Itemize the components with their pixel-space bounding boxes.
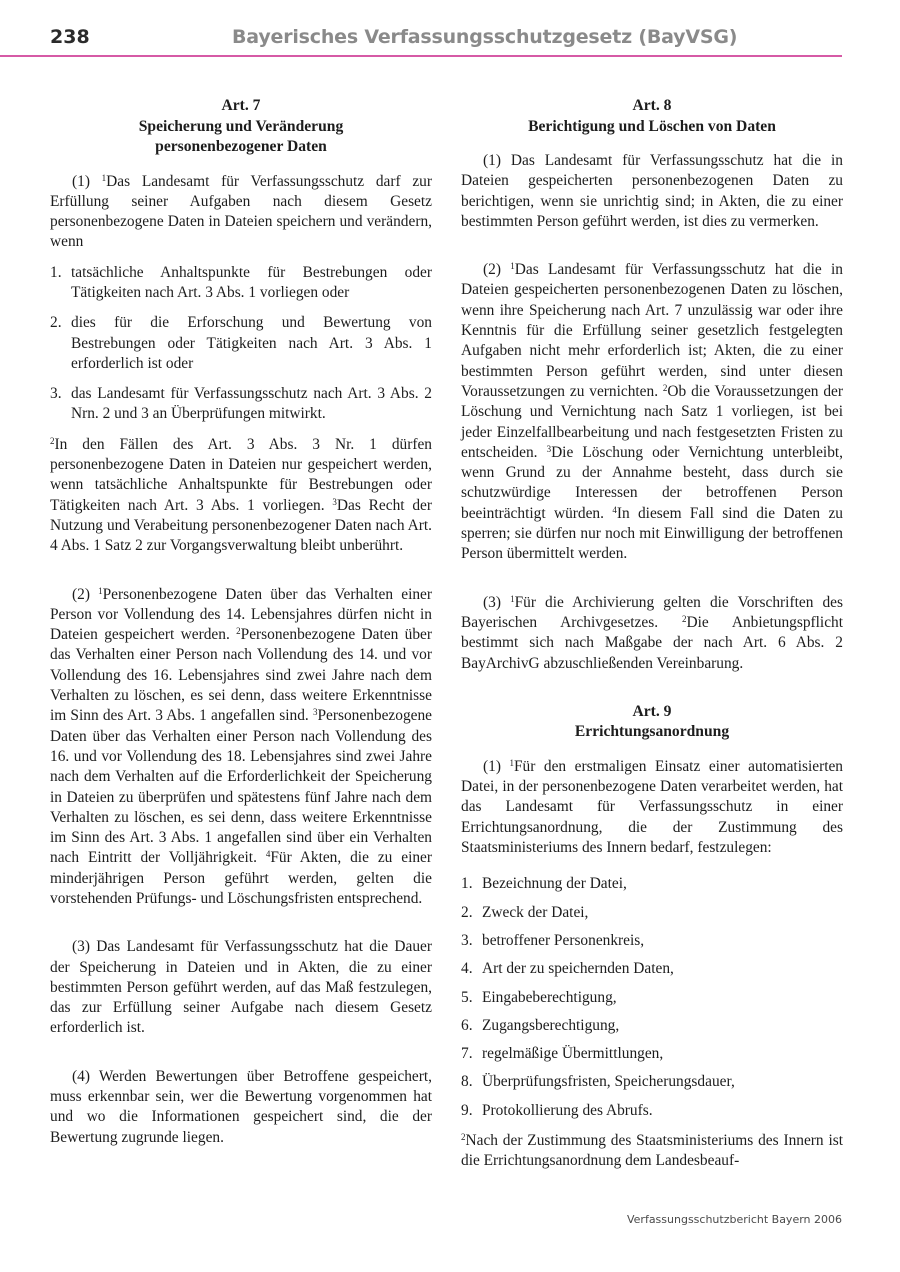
art7-title-line2: personenbezogener Daten — [155, 138, 327, 155]
list-number: 9. — [461, 1101, 473, 1119]
art8-p2-a: Das Landesamt für Verfassungsschutz hat die in Dateien gespeicherten personenbezogenen Daten zu löschen, wenn ihre Speicherung nach Art. 7 unzulässig war oder ihre Kenntnis für die Erfüllung seiner gesetzlich festgelegten Aufgaben nicht mehr erforderlich ist; Akten, die zu einer bestimmten Person geführt werden, sind unter diesen Voraussetzungen zu vernichten. — [461, 261, 844, 400]
art7-p1-cont-b: Das Recht der Nutzung und Verabeitung personenbezogener Daten nach Art. 4 Abs. 1 Satz 2 zur Vorgangsverwaltung bleibt unberührt. — [50, 496, 432, 555]
list-item — [461, 1072, 843, 1092]
list-number: 3. — [50, 385, 62, 403]
art7-p1-intro: (1) — [72, 172, 102, 190]
left-column — [50, 96, 432, 1148]
art7-number: Art. 7 — [221, 97, 261, 114]
list-item — [461, 1016, 843, 1036]
list-number: 1. — [461, 875, 473, 893]
art9-number: Art. 9 — [632, 702, 672, 720]
art8-p2-c: Die Löschung oder Vernichtung unterbleibt, wenn Grund zu der Annahme besteht, dass durch sie schutzwürdige Interessen der betroffenen Person beeinträchtigt würden. — [461, 443, 844, 522]
list-text: regelmäßige Übermittlungen, — [482, 1045, 664, 1063]
list-item — [50, 263, 432, 304]
list-item — [50, 384, 432, 425]
list-number: 4. — [461, 960, 473, 978]
sentence-number: 4 — [612, 504, 617, 515]
list-text: Eingabeberechtigung, — [482, 988, 617, 1006]
art7-p2-b: Personenbezogene Daten über das Verhalten einer Person nach Vollendung des 14. und vor Vollendung des 16. Lebensjahres sind zwei Jahre nach dem Verhalten zu löschen, es sei denn, dass weitere Erkenntnisse im Sinn des Art. 3 Abs. 1 angefallen sind. — [50, 626, 432, 725]
art7-p2-c: Personenbezogene Daten über das Verhalten einer Person nach Vollendung des 16. und vor Vollendung des 18. Lebensjahres sind zwei Jahre nach dem Verhalten auf die Erforderlichkeit der Speicherung in Dateien zu überprüfen und spätestens fünf Jahre nach dem Verhalten zu löschen, es sei denn, dass weitere Erkenntnisse im Sinn des Art. 3 Abs. 1 angefallen sind über ein Verhalten nach Eintritt der Volljährigkeit. — [50, 707, 432, 867]
sentence-number: 3 — [312, 707, 318, 718]
sentence-number: 2 — [662, 382, 668, 393]
list-text: betroffener Personenkreis, — [482, 931, 645, 949]
art8-paragraph-3 — [461, 593, 843, 674]
art9-p1-intro: (1) — [483, 757, 510, 775]
list-text: Art der zu speichernden Daten, — [482, 960, 674, 978]
art7-p1-text: Das Landesamt für Verfassungsschutz darf zur Erfüllung seiner Aufgaben nach diesem Gesetz personenbezogene Daten in Dateien speichern und verändern, wenn — [50, 172, 433, 251]
list-item — [461, 931, 843, 951]
page-number: 238 — [50, 26, 90, 48]
art7-p1-cont-a: In den Fällen des Art. 3 Abs. 3 Nr. 1 dürfen personenbezogene Daten in Dateien nur gespeichert werden, wenn tatsächliche Anhaltspunkte für Bestrebungen oder Tätigkeiten nach Art. 3 Abs. 1 vorliegen. — [50, 435, 432, 514]
sentence-number: 4 — [265, 849, 271, 860]
list-item — [461, 903, 843, 923]
list-number: 7. — [461, 1045, 473, 1063]
list-text: tatsächliche Anhaltspunkte für Bestrebungen oder Tätigkeiten nach Art. 3 Abs. 1 vorliegen oder — [71, 263, 432, 301]
sentence-number: 1 — [510, 261, 515, 272]
list-text: Überprüfungsfristen, Speicherungsdauer, — [482, 1073, 735, 1091]
sentence-number: 1 — [509, 757, 514, 768]
art7-condition-list — [50, 263, 432, 425]
list-item — [50, 313, 432, 374]
art9-p1-cont: Nach der Zustimmung des Staatsministeriums des Innern ist die Errichtungsanordnung dem Landesbeauf- — [461, 1131, 843, 1170]
list-item — [461, 1044, 843, 1064]
art9-title: Errichtungsanordnung — [574, 723, 730, 741]
art8-paragraph-2 — [461, 260, 843, 564]
art8-p2-b: Ob die Voraussetzungen der Löschung und Vernichtung nach Satz 1 vorliegen, ist bei jeder Einzelfallbearbeitung und nach festgesetzten Fristen zu entscheiden. — [461, 382, 843, 461]
list-text: Protokollierung des Abrufs. — [482, 1101, 653, 1119]
art9-p1-text: Für den erstmaligen Einsatz einer automatisierten Datei, in der personenbezogene Daten verarbeitet werden, hat das Landesamt für Verfassungsschutz in einer Errichtungsanordnung, die der Zustimmung des Staatsministeriums des Innern bedarf, festzulegen: — [461, 757, 843, 857]
art8-p3-a: Für die Archivierung gelten die Vorschriften des Bayerischen Archivgesetzes. — [461, 593, 844, 631]
list-number: 8. — [461, 1073, 473, 1091]
sentence-number: 2 — [461, 1131, 466, 1142]
art9-paragraph-1-continued — [461, 1131, 843, 1172]
list-number: 3. — [461, 931, 473, 949]
running-header-title: Bayerisches Verfassungsschutzgesetz (BayVSG) — [232, 26, 738, 48]
list-item — [461, 988, 843, 1008]
list-text: dies für die Erforschung und Bewertung von Bestrebungen oder Tätigkeiten nach Art. 3 Abs. 1 erforderlich ist oder — [71, 314, 432, 372]
list-text: Zweck der Datei, — [482, 903, 589, 921]
list-item — [461, 1101, 843, 1121]
art7-p2-a: Personenbezogene Daten über das Verhalten einer Person vor Vollendung des 14. Lebensjahres dürfen nicht in Dateien gespeichert werden. — [50, 585, 432, 644]
sentence-number: 1 — [98, 585, 103, 596]
art9-item-list — [461, 874, 843, 1121]
sentence-number: 3 — [332, 496, 337, 507]
art7-paragraph-1-continued — [50, 435, 432, 557]
list-number: 2. — [50, 314, 62, 332]
sentence-number: 3 — [546, 443, 552, 454]
sentence-number: 2 — [50, 435, 55, 446]
header-rule — [0, 55, 842, 57]
art7-title-line1: Speicherung und Veränderung — [138, 117, 344, 135]
sentence-number: 1 — [510, 593, 515, 604]
art7-p2-d: Für Akten, die zu einer minderjährigen Person geführt werden, gelten die vorstehenden Prüfungs- und Löschungsfristen entsprechend. — [50, 849, 432, 907]
art8-p3-b: Die Anbietungspflicht bestimmt sich nach Maßgabe der nach Art. 6 Abs. 2 BayArchivG abzuschließenden Vereinbarung. — [461, 613, 843, 672]
art8-p3-intro: (3) — [483, 593, 511, 611]
list-item — [461, 874, 843, 894]
list-text: Zugangsberechtigung, — [482, 1016, 620, 1034]
sentence-number: 2 — [236, 626, 241, 637]
sentence-number: 2 — [682, 613, 687, 624]
page-footer: Verfassungsschutzbericht Bayern 2006 — [626, 1213, 842, 1226]
art8-title: Berichtigung und Löschen von Daten — [528, 117, 776, 135]
list-text: das Landesamt für Verfassungsschutz nach Art. 3 Abs. 2 Nrn. 2 und 3 an Überprüfungen mitwirkt. — [71, 385, 432, 423]
list-number: 5. — [461, 988, 473, 1006]
sentence-number: 1 — [101, 172, 107, 183]
art8-paragraph-1: (1) Das Landesamt für Verfassungsschutz hat die in Dateien gespeicherten personenbezogenen Daten zu berichtigen, wenn sie unrichtig sind; in Akten, die zu einer bestimmten Person geführt werden, ist dies zu vermerken. — [461, 152, 843, 230]
art7-paragraph-1 — [50, 172, 432, 253]
art7-paragraph-4: (4) Werden Bewertungen über Betroffene gespeichert, muss erkennbar sein, wer die Bewertung vorgenommen hat und wo die Informationen gespeichert sind, die der Bewertung zugrunde liegen. — [50, 1067, 432, 1146]
right-column — [461, 96, 843, 1172]
art7-paragraph-2 — [50, 585, 432, 910]
list-text: Bezeichnung der Datei, — [482, 875, 627, 893]
art8-p2-intro: (2) — [483, 261, 511, 279]
list-item — [461, 959, 843, 979]
art7-paragraph-3: (3) Das Landesamt für Verfassungsschutz hat die Dauer der Speicherung in Dateien und in Akten, die zu einer bestimmten Person geführt werden, auf das Maß festzulegen, das zur Erfüllung seiner Aufgabe nach diesem Gesetz erforderlich ist. — [50, 938, 432, 1037]
art8-number: Art. 8 — [632, 97, 672, 114]
list-number: 6. — [461, 1016, 473, 1034]
list-number: 1. — [50, 263, 62, 281]
art7-p2-intro: (2) — [72, 585, 99, 603]
list-number: 2. — [461, 903, 473, 921]
art8-p2-d: In diesem Fall sind die Daten zu sperren; sie dürfen nur noch mit Einwilligung der betroffenen Person übermittelt werden. — [461, 504, 843, 563]
art9-paragraph-1 — [461, 757, 843, 858]
